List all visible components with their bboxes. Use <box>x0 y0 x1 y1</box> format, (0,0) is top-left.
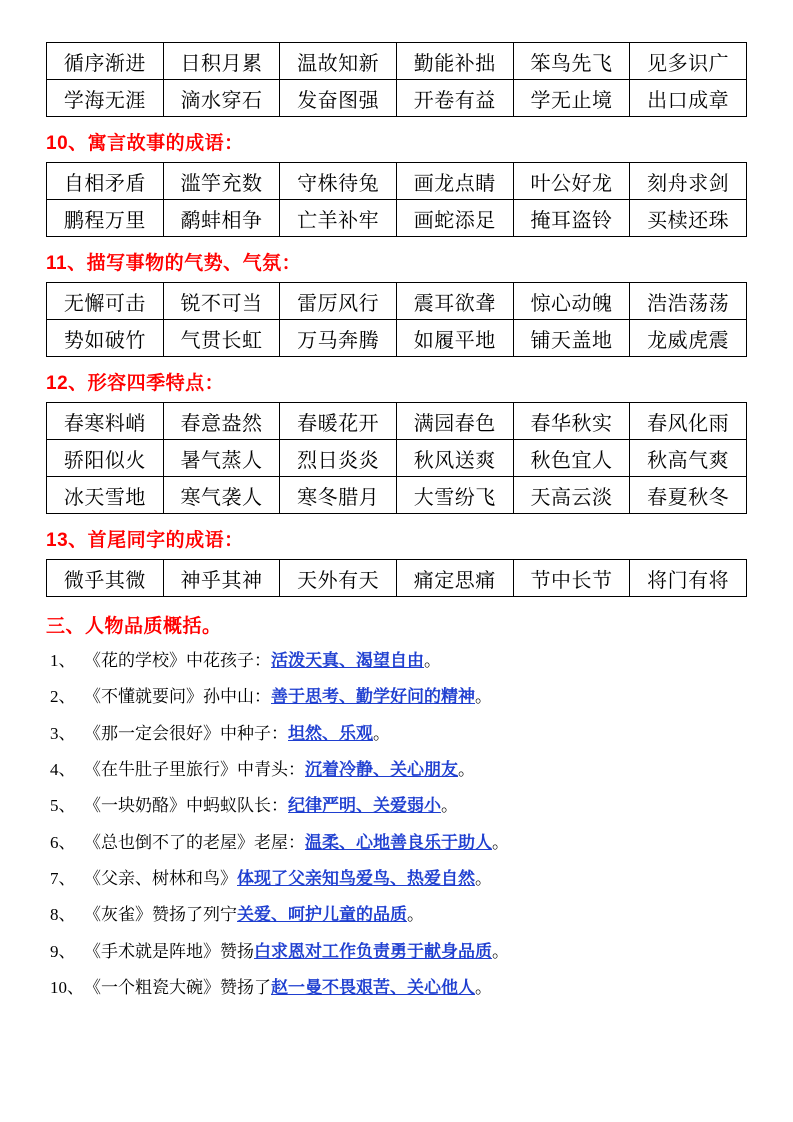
idiom-table-study <box>46 42 747 117</box>
table-cell: 自相矛盾 <box>47 163 164 200</box>
item-number: 10、 <box>50 978 84 998</box>
table-cell: 秋风送爽 <box>396 440 513 477</box>
table-cell: 天高云淡 <box>513 477 630 514</box>
table-cell: 天外有天 <box>280 560 397 597</box>
item-answer: 赵一曼不畏艰苦、关心他人 <box>271 978 475 998</box>
item-number: 6、 <box>50 832 76 852</box>
item-suffix: 。 <box>458 760 475 780</box>
item-prefix: 《一块奶酪》中蚂蚁队长： <box>84 796 288 816</box>
item-answer: 纪律严明、关爱弱小 <box>288 796 441 816</box>
table-cell: 日积月累 <box>163 43 280 80</box>
table-cell: 龙威虎震 <box>630 320 747 357</box>
item-suffix: 。 <box>475 978 492 998</box>
idiom-table-1-wrap <box>46 42 747 117</box>
item-suffix: 。 <box>441 796 458 816</box>
heading-13: 13、首尾同字的成语： <box>46 530 244 551</box>
table-cell: 秋高气爽 <box>630 440 747 477</box>
list-item <box>46 757 747 783</box>
item-prefix: 《不懂就要问》孙中山： <box>84 687 271 707</box>
item-suffix: 。 <box>475 869 492 889</box>
table-cell: 春意盎然 <box>163 403 280 440</box>
table-cell: 气贯长虹 <box>163 320 280 357</box>
table-cell: 浩浩荡荡 <box>630 283 747 320</box>
table-cell: 秋色宜人 <box>513 440 630 477</box>
table-cell: 满园春色 <box>396 403 513 440</box>
heading-section-3: 三、人物品质概括。 <box>46 616 222 637</box>
table-cell: 惊心动魄 <box>513 283 630 320</box>
item-prefix: 《那一定会很好》中种子： <box>84 723 288 743</box>
table-cell: 学海无涯 <box>47 80 164 117</box>
idiom-table-seasons <box>46 402 747 514</box>
list-item <box>46 939 747 965</box>
item-prefix: 《花的学校》中花孩子： <box>84 651 271 670</box>
idiom-table-11-wrap <box>46 282 747 357</box>
table-cell: 笨鸟先飞 <box>513 43 630 80</box>
table-row <box>47 163 747 200</box>
table-row <box>47 283 747 320</box>
item-number: 9、 <box>50 941 76 961</box>
table-cell: 如履平地 <box>396 320 513 357</box>
list-item <box>46 830 747 856</box>
table-row <box>47 200 747 237</box>
list-item <box>46 902 747 928</box>
table-cell: 春夏秋冬 <box>630 477 747 514</box>
table-cell: 画龙点睛 <box>396 163 513 200</box>
table-cell: 大雪纷飞 <box>396 477 513 514</box>
idiom-table-12-wrap <box>46 402 747 514</box>
table-cell: 万马奔腾 <box>280 320 397 357</box>
item-answer: 沉着冷静、关心朋友 <box>305 760 458 780</box>
item-suffix: 。 <box>492 941 509 961</box>
table-cell: 鹬蚌相争 <box>163 200 280 237</box>
item-prefix: 《总也倒不了的老屋》老屋： <box>84 832 305 852</box>
table-cell: 滴水穿石 <box>163 80 280 117</box>
table-row <box>47 320 747 357</box>
item-answer: 坦然、乐观 <box>288 723 373 743</box>
item-suffix: 。 <box>373 723 390 743</box>
item-prefix: 《在牛肚子里旅行》中青头： <box>84 760 305 780</box>
table-cell: 冰天雪地 <box>47 477 164 514</box>
table-cell: 刻舟求剑 <box>630 163 747 200</box>
table-cell: 见多识广 <box>630 43 747 80</box>
item-number: 5、 <box>50 796 76 816</box>
table-cell: 将门有将 <box>630 560 747 597</box>
list-item <box>46 684 747 710</box>
table-cell: 春暖花开 <box>280 403 397 440</box>
item-answer: 善于思考、勤学好问的精神 <box>271 687 475 707</box>
table-cell: 暑气蒸人 <box>163 440 280 477</box>
item-number: 7、 <box>50 869 76 889</box>
table-row <box>47 80 747 117</box>
idiom-table-13-wrap <box>46 559 747 597</box>
table-cell: 雷厉风行 <box>280 283 397 320</box>
table-cell: 神乎其神 <box>163 560 280 597</box>
idiom-table-same-first-last <box>46 559 747 597</box>
item-number: 8、 <box>50 905 76 925</box>
table-cell: 鹏程万里 <box>47 200 164 237</box>
table-cell: 循序渐进 <box>47 43 164 80</box>
table-cell: 叶公好龙 <box>513 163 630 200</box>
table-cell: 节中长节 <box>513 560 630 597</box>
list-item <box>46 721 747 747</box>
table-row <box>47 477 747 514</box>
list-item <box>46 975 747 1001</box>
table-cell: 守株待兔 <box>280 163 397 200</box>
item-number: 3、 <box>50 723 76 743</box>
table-cell: 痛定思痛 <box>396 560 513 597</box>
idiom-table-10-wrap <box>46 162 747 237</box>
item-prefix: 《一个粗瓷大碗》赞扬了 <box>84 978 271 998</box>
item-prefix: 《灰雀》赞扬了列宁 <box>84 905 237 925</box>
table-cell: 骄阳似火 <box>47 440 164 477</box>
idiom-table-fables <box>46 162 747 237</box>
item-prefix: 《手术就是阵地》赞扬 <box>84 941 254 961</box>
item-prefix: 《父亲、树林和鸟》 <box>84 869 237 889</box>
table-cell: 春华秋实 <box>513 403 630 440</box>
item-number: 1、 <box>50 651 76 670</box>
table-cell: 掩耳盗铃 <box>513 200 630 237</box>
table-cell: 滥竽充数 <box>163 163 280 200</box>
table-cell: 铺天盖地 <box>513 320 630 357</box>
table-cell: 开卷有益 <box>396 80 513 117</box>
table-cell: 勤能补拙 <box>396 43 513 80</box>
item-suffix: 。 <box>475 687 492 707</box>
table-cell: 寒气袭人 <box>163 477 280 514</box>
character-quality-list <box>46 648 747 1001</box>
table-row <box>47 403 747 440</box>
table-cell: 画蛇添足 <box>396 200 513 237</box>
heading-10: 10、寓言故事的成语： <box>46 133 244 154</box>
table-row <box>47 440 747 477</box>
table-cell: 烈日炎炎 <box>280 440 397 477</box>
table-cell: 无懈可击 <box>47 283 164 320</box>
table-row <box>47 43 747 80</box>
table-cell: 春寒料峭 <box>47 403 164 440</box>
table-cell: 学无止境 <box>513 80 630 117</box>
item-answer: 温柔、心地善良乐于助人 <box>305 832 492 852</box>
idiom-table-momentum <box>46 282 747 357</box>
item-suffix: 。 <box>424 651 441 670</box>
table-row <box>47 560 747 597</box>
list-item <box>46 793 747 819</box>
item-number: 4、 <box>50 760 76 780</box>
table-cell: 锐不可当 <box>163 283 280 320</box>
item-suffix: 。 <box>492 832 509 852</box>
table-cell: 震耳欲聋 <box>396 283 513 320</box>
list-item <box>46 648 747 674</box>
heading-11: 11、描写事物的气势、气氛： <box>46 253 302 274</box>
table-cell: 春风化雨 <box>630 403 747 440</box>
table-cell: 温故知新 <box>280 43 397 80</box>
table-cell: 发奋图强 <box>280 80 397 117</box>
item-answer: 体现了父亲知鸟爱鸟、热爱自然 <box>237 869 475 889</box>
item-answer: 关爱、呵护儿童的品质 <box>237 905 407 925</box>
item-answer: 白求恩对工作负责勇于献身品质 <box>254 941 492 961</box>
table-cell: 势如破竹 <box>47 320 164 357</box>
item-suffix: 。 <box>407 905 424 925</box>
table-cell: 微乎其微 <box>47 560 164 597</box>
item-answer: 活泼天真、渴望自由 <box>271 651 424 670</box>
list-item <box>46 866 747 892</box>
heading-12: 12、形容四季特点： <box>46 373 225 394</box>
item-number: 2、 <box>50 687 76 707</box>
table-cell: 买椟还珠 <box>630 200 747 237</box>
table-cell: 出口成章 <box>630 80 747 117</box>
table-cell: 亡羊补牢 <box>280 200 397 237</box>
table-cell: 寒冬腊月 <box>280 477 397 514</box>
